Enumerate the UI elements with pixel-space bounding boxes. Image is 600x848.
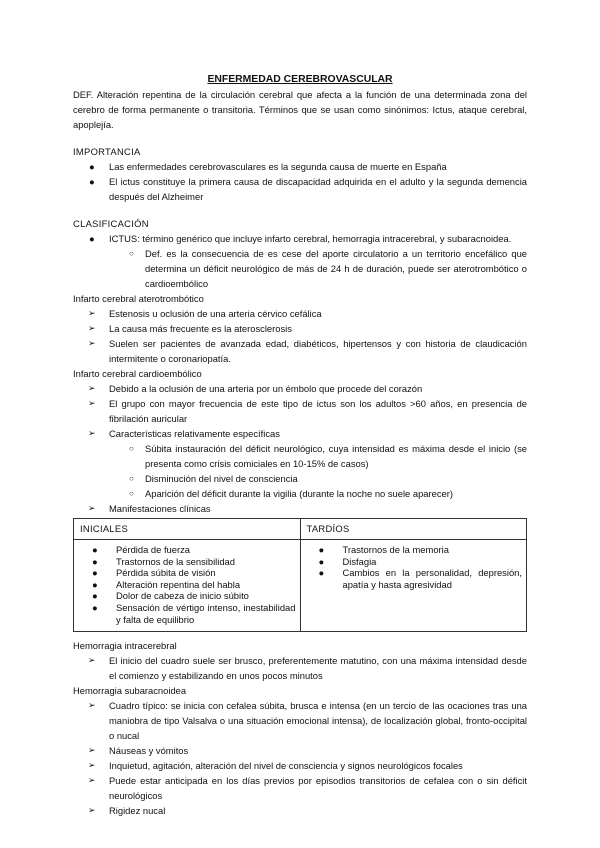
list-item: ● El ictus constituye la primera causa de discapacidad adquirida en el adulto y la segunda demencia después del Alzheimer bbox=[89, 176, 527, 202]
cardioembolico-heading: Infarto cerebral cardioembólico bbox=[73, 368, 202, 379]
circle-bullet-icon: ○ bbox=[129, 474, 134, 483]
list-item: ● Alteración repentina del habla bbox=[92, 578, 241, 590]
list-item: ➢ Estenosis u oclusión de una arteria cérvico cefálica bbox=[88, 308, 322, 319]
list-item: ➢ El inicio del cuadro suele ser brusco, preferentemente matutino, con una máxima intensidad desde el comienzo y estabilizando en unos pocos minutos bbox=[88, 655, 527, 682]
list-item: ○ Aparición del déficit durante la vigilia (durante la noche no suele aparecer) bbox=[129, 488, 453, 499]
cardioembolico-list bbox=[73, 381, 527, 441]
list-item: ○ Súbita instauración del déficit neurológico, cuya intensidad es máxima desde el inicio (se presenta como crisis comiciales en 10-15% de casos) bbox=[129, 443, 527, 469]
subaracnoidea-heading: Hemorragia subaracnoidea bbox=[73, 685, 187, 697]
circle-bullet-icon: ○ bbox=[129, 249, 134, 258]
list-item: ➢ Rigidez nucal bbox=[88, 805, 166, 817]
clasificacion-heading: CLASIFICACIÓN bbox=[73, 218, 149, 229]
list-item: ● ICTUS: término genérico que incluye infarto cerebral, hemorragia intracerebral, y subaracnoidea. bbox=[89, 233, 512, 244]
bullet-icon: ● bbox=[89, 176, 95, 187]
bullet-icon: ● bbox=[92, 567, 98, 579]
arrow-bullet-icon: ➢ bbox=[88, 760, 96, 771]
list-item: ➢ Debido a la oclusión de una arteria por un émbolo que procede del corazón bbox=[88, 383, 423, 394]
aterotrombotico-list bbox=[73, 306, 527, 366]
arrow-bullet-icon: ➢ bbox=[88, 398, 96, 408]
intracerebral-heading: Hemorragia intracerebral bbox=[73, 640, 177, 652]
arrow-bullet-icon: ➢ bbox=[88, 383, 96, 393]
table-header-row bbox=[74, 519, 527, 540]
arrow-bullet-icon: ➢ bbox=[88, 700, 96, 711]
table-header-tardios: TARDÍOS bbox=[300, 519, 527, 540]
definition-paragraph: DEF. Alteración repentina de la circulación cerebral que afecta a la función de una determinada zona del cerebro de forma permanente o transitoria. Términos que se usan como sinónimos: Ictus, ataque cerebral, apoplejía. bbox=[73, 89, 527, 130]
bullet-icon: ● bbox=[92, 601, 98, 613]
table-row bbox=[74, 540, 527, 632]
importancia-list bbox=[73, 159, 527, 204]
arrow-bullet-icon: ➢ bbox=[88, 308, 96, 318]
arrow-bullet-icon: ➢ bbox=[88, 655, 96, 666]
list-item: ➢ Inquietud, agitación, alteración del nivel de consciencia y signos neurológicos focales bbox=[88, 760, 463, 772]
list-item: ○ Disminución del nivel de consciencia bbox=[129, 473, 298, 484]
bullet-icon: ● bbox=[92, 578, 98, 590]
arrow-bullet-icon: ➢ bbox=[88, 338, 96, 348]
arrow-bullet-icon: ➢ bbox=[88, 503, 96, 513]
document-title: ENFERMEDAD CEREBROVASCULAR bbox=[207, 74, 393, 85]
arrow-bullet-icon: ➢ bbox=[88, 745, 96, 756]
bullet-icon: ● bbox=[318, 544, 325, 555]
intracerebral-list bbox=[73, 653, 527, 683]
clasificacion-list bbox=[73, 231, 527, 246]
arrow-bullet-icon: ➢ bbox=[88, 805, 96, 816]
list-item: ➢ Puede estar anticipada en los días previos por episodios transitorios de cefalea con o sin déficit neurológicos bbox=[88, 775, 527, 802]
list-item: ➢ Cuadro típico: se inicia con cefalea súbita, brusca e intensa (en un tercio de las ocaciones tras una maniobra de tipo Valsalva o una situación emocional intensa), de localización global, fronto-occipital o nucal bbox=[88, 700, 527, 742]
arrow-bullet-icon: ➢ bbox=[88, 323, 96, 333]
bullet-icon: ● bbox=[318, 567, 325, 579]
list-item: ● Disfagia bbox=[318, 555, 377, 567]
bullet-icon: ● bbox=[92, 555, 98, 567]
table-cell-iniciales bbox=[74, 540, 301, 632]
arrow-bullet-icon: ➢ bbox=[88, 775, 96, 786]
aterotrombotico-heading: Infarto cerebral aterotrombótico bbox=[73, 293, 204, 304]
bullet-icon: ● bbox=[318, 555, 325, 567]
circle-bullet-icon: ○ bbox=[129, 489, 134, 498]
subaracnoidea-list bbox=[73, 698, 527, 818]
list-item: ● Sensación de vértigo intenso, inestabilidad y falta de equilibrio bbox=[92, 601, 296, 625]
list-item: ➢ Características relativamente específicas bbox=[88, 428, 280, 439]
list-item: ● Pérdida de fuerza bbox=[92, 544, 191, 555]
clasificacion-sublist bbox=[73, 246, 527, 291]
list-item: ● Pérdida súbita de visión bbox=[92, 567, 216, 579]
bullet-icon: ● bbox=[92, 544, 98, 555]
list-item: ➢ Suelen ser pacientes de avanzada edad, diabéticos, hipertensos y con historia de claudicación intermitente o coronariopatía. bbox=[88, 338, 527, 364]
bullet-icon: ● bbox=[89, 233, 95, 244]
list-item: ● Dolor de cabeza de inicio súbito bbox=[92, 590, 249, 602]
list-item: ➢ Náuseas y vómitos bbox=[88, 745, 189, 757]
list-item: ➢ Manifestaciones clínicas bbox=[88, 503, 211, 514]
list-item: ➢ El grupo con mayor frecuencia de este tipo de ictus son los adultos >60 años, en presencia de fibrilación auricular bbox=[88, 398, 527, 424]
manifestaciones-list bbox=[73, 501, 527, 516]
manifestaciones-table bbox=[73, 518, 527, 632]
list-item: ● Las enfermedades cerebrovasculares es la segunda causa de muerte en España bbox=[89, 161, 447, 172]
table-header-iniciales: INICIALES bbox=[74, 519, 301, 540]
bullet-icon: ● bbox=[92, 590, 98, 602]
list-item: ● Trastornos de la sensibilidad bbox=[92, 555, 235, 567]
list-item: ➢ La causa más frecuente es la aterosclerosis bbox=[88, 323, 292, 334]
list-item: ○ Def. es la consecuencia de es cese del aporte circulatorio a un territorio encefálico que determina un déficit neurológico de más de 24 h de duración, puede ser aterotrombótico o cardioembólico bbox=[129, 248, 527, 289]
circle-bullet-icon: ○ bbox=[129, 444, 134, 453]
table-cell-tardios bbox=[300, 540, 527, 632]
bullet-icon: ● bbox=[89, 161, 95, 172]
arrow-bullet-icon: ➢ bbox=[88, 428, 96, 438]
list-item: ● Trastornos de la memoria bbox=[318, 544, 449, 555]
list-item: ● Cambios en la personalidad, depresión, apatía y hasta agresividad bbox=[318, 567, 522, 590]
caracteristicas-list bbox=[73, 441, 527, 501]
importancia-heading: IMPORTANCIA bbox=[73, 146, 141, 157]
